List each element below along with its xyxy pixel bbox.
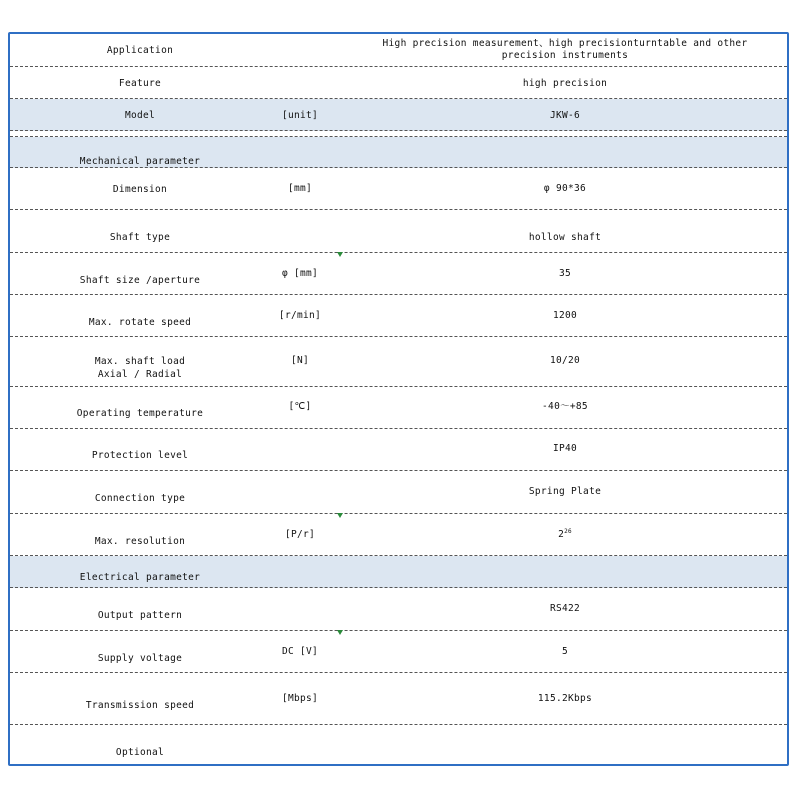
shaft-load-unit: [N] <box>290 355 310 366</box>
row-supply <box>10 631 787 673</box>
mechanical-header: Mechanical parameter <box>79 156 201 167</box>
protection-value: IP40 <box>552 443 578 454</box>
row-shaft-type <box>10 210 787 253</box>
spec-table <box>8 32 789 766</box>
shaft-size-label: Shaft size /aperture <box>79 275 201 286</box>
shaft-load-value: 10/20 <box>549 355 581 366</box>
row-shaft-load <box>10 337 787 387</box>
row-shaft-size <box>10 253 787 295</box>
shaft-load-label-line2: Axial / Radial <box>97 369 183 380</box>
resolution-label: Max. resolution <box>94 536 186 547</box>
shaft-type-value: hollow shaft <box>528 232 602 243</box>
supply-label: Supply voltage <box>97 653 183 664</box>
row-optional <box>10 725 787 764</box>
feature-value: high precision <box>522 78 608 89</box>
dimension-label: Dimension <box>112 184 168 195</box>
application-label: Application <box>106 45 174 56</box>
row-application <box>10 34 787 67</box>
electrical-header: Electrical parameter <box>79 572 201 583</box>
protection-label: Protection level <box>91 450 189 461</box>
output-value: RS422 <box>549 603 581 614</box>
shaft-size-value: 35 <box>558 268 572 279</box>
connection-label: Connection type <box>94 493 186 504</box>
rotate-speed-unit: [r/min] <box>278 310 322 321</box>
resolution-exponent: 26 <box>564 527 572 535</box>
model-unit: [unit] <box>281 110 319 121</box>
shaft-type-label: Shaft type <box>109 232 171 243</box>
dimension-unit: [mm] <box>287 183 313 194</box>
resolution-unit: [P/r] <box>284 529 316 540</box>
model-label: Model <box>124 110 156 121</box>
row-dimension <box>10 168 787 210</box>
temperature-unit: [℃] <box>288 401 312 412</box>
feature-label: Feature <box>118 78 162 89</box>
connection-value: Spring Plate <box>528 486 602 497</box>
row-resolution <box>10 514 787 556</box>
row-temperature <box>10 387 787 429</box>
output-label: Output pattern <box>97 610 183 621</box>
application-value: High precision measurement、high precisionturntable and other precision instruments <box>382 38 748 61</box>
rotate-speed-label: Max. rotate speed <box>88 317 192 328</box>
supply-unit: DC [V] <box>281 646 319 657</box>
row-model <box>10 99 787 131</box>
optional-label: Optional <box>115 747 165 758</box>
row-protection <box>10 429 787 471</box>
shaft-size-unit: φ [mm] <box>281 268 319 279</box>
row-transmission <box>10 673 787 725</box>
row-rotate-speed <box>10 295 787 337</box>
temperature-label: Operating temperature <box>76 408 204 419</box>
supply-value: 5 <box>561 646 569 657</box>
resolution-base: 2 <box>558 529 565 540</box>
transmission-unit: [Mbps] <box>281 693 319 704</box>
section-electrical <box>10 556 787 588</box>
row-output <box>10 588 787 631</box>
dimension-value: φ 90*36 <box>543 183 587 194</box>
transmission-label: Transmission speed <box>85 700 195 711</box>
shaft-load-label-line1: Max. shaft load <box>94 356 186 367</box>
transmission-value: 115.2Kbps <box>537 693 593 704</box>
temperature-value: -40～+85 <box>542 401 588 412</box>
model-value: JKW-6 <box>549 110 581 121</box>
resolution-value <box>350 529 780 541</box>
section-mechanical <box>10 137 787 168</box>
row-feature <box>10 67 787 99</box>
rotate-speed-value: 1200 <box>552 310 578 321</box>
row-connection <box>10 471 787 514</box>
